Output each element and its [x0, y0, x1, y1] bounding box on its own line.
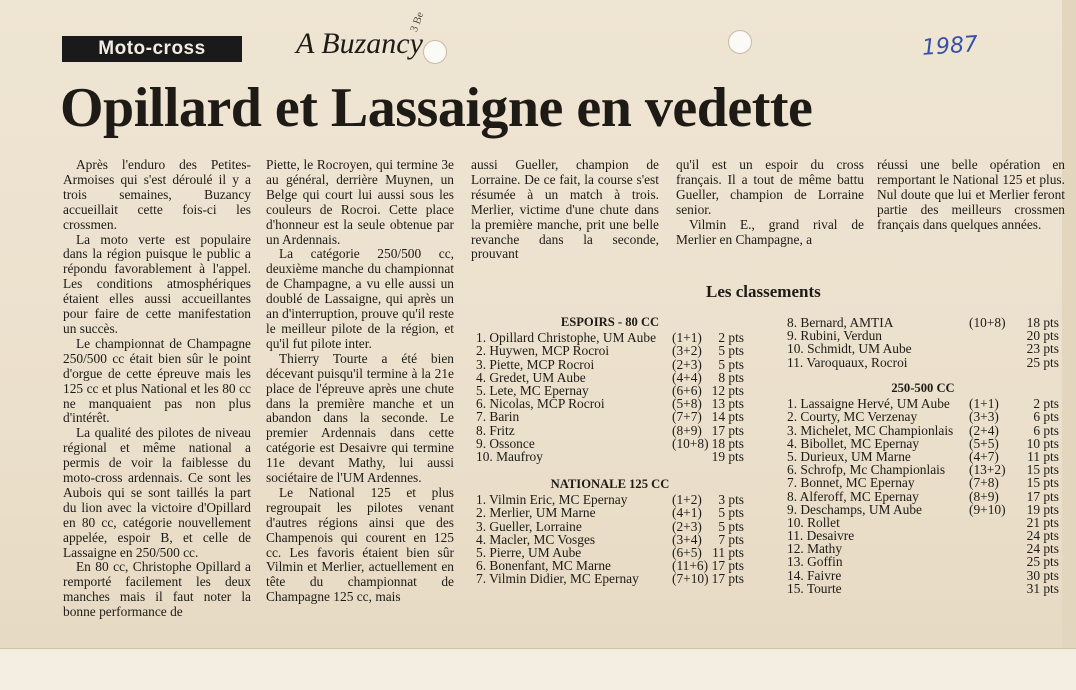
results-pts: 25 pts	[1026, 554, 1059, 570]
results-name: 14. Faivre	[787, 567, 842, 583]
paragraph: La catégorie 250/500 cc, deuxième manche du championnat de Champagne, a vu elle aussi un doublé de Lassaigne, qui après un an d'interruption, prouve qu'il reste le meilleur pilote de la région, et qu'il fut pilote inter.	[266, 246, 454, 351]
results-pts: 18 pts	[1026, 315, 1059, 330]
results-nationale	[476, 478, 744, 586]
results-row	[787, 555, 1059, 568]
results-heading: 250-500 CC	[891, 381, 955, 395]
results-name: 12. Mathy	[787, 541, 843, 557]
paper-edge-right	[1062, 0, 1076, 648]
results-row	[787, 476, 1059, 489]
headline: Opillard et Lassaigne en vedette	[60, 77, 813, 139]
results-name: 1. Lassaigne Hervé, UM Aube	[787, 396, 950, 412]
results-pts: 24 pts	[1026, 528, 1059, 544]
results-name: 2. Merlier, UM Marne	[476, 505, 596, 521]
results-score: (1+1)	[969, 396, 999, 412]
results-name: 4. Macler, MC Vosges	[476, 531, 596, 547]
results-score: (4+7)	[969, 448, 999, 464]
results-pts: 2 pts	[718, 330, 744, 346]
results-score: (8+9)	[969, 488, 999, 504]
results-row	[476, 533, 744, 546]
results-row	[476, 410, 744, 423]
results-row	[476, 358, 744, 371]
results-name: 10. Rollet	[787, 514, 840, 530]
paragraph: Vilmin E., grand rival de Merlier en Champagne, a	[676, 216, 864, 247]
punch-hole	[728, 30, 752, 54]
paper-edge	[0, 648, 1076, 690]
results-name: 8. Bernard, AMTIA	[787, 315, 894, 330]
results-score: (3+3)	[969, 409, 999, 425]
results-name: 7. Vilmin Didier, MC Epernay	[476, 571, 639, 587]
results-name: 3. Michelet, MC Championlais	[787, 422, 954, 438]
results-pts: 11 pts	[1027, 448, 1059, 464]
results-heading: NATIONALE 125 CC	[550, 477, 670, 491]
article-column-1	[63, 158, 251, 620]
results-score: (4+1)	[672, 505, 702, 521]
results-pts: 13 pts	[711, 396, 744, 412]
results-score: (6+6)	[672, 382, 702, 398]
results-name: 9. Deschamps, UM Aube	[787, 501, 923, 517]
results-espoirs	[476, 316, 744, 463]
results-row	[787, 410, 1059, 423]
results-score: (2+3)	[672, 356, 702, 372]
results-score: (7+8)	[969, 475, 999, 491]
paragraph: Le championnat de Champagne 250/500 cc était bien sûr le point d'orgue de cette épreuve mais les 125 cc et plus National et les 80 cc ne manquaient pas non plus d'intérêt.	[63, 335, 251, 426]
results-pts: 23 pts	[1026, 341, 1059, 357]
results-pts: 21 pts	[1026, 514, 1059, 530]
results-row	[476, 450, 744, 463]
results-pts: 12 pts	[711, 382, 744, 398]
results-pts: 17 pts	[711, 571, 744, 587]
results-name: 6. Schrofp, Mc Championlais	[787, 462, 946, 478]
paragraph: Le National 125 et plus regroupait les pilotes venant d'autres régions ainsi que des Champenois qui courent en 125 cc. Les favoris étaient bien sûr Vilmin et Merlier, actuellement en tête du championnat de Champagne 125 cc, mais	[266, 484, 454, 605]
results-score: (3+2)	[672, 343, 702, 359]
results-row	[476, 344, 744, 357]
results-name: 11. Varoquaux, Rocroi	[787, 354, 908, 370]
results-pts: 25 pts	[1026, 354, 1059, 370]
results-pts: 6 pts	[1033, 409, 1059, 425]
paragraph: Après l'enduro des Petites-Armoises qui s'est déroulé il y a trois semaines, Buzancy accueillait cette fois-ci les crossmen.	[63, 157, 251, 232]
article-column-5	[877, 158, 1065, 233]
results-row	[476, 572, 744, 585]
results-pts: 18 pts	[711, 435, 744, 451]
results-score: (1+1)	[672, 330, 702, 346]
results-pts: 31 pts	[1026, 580, 1059, 596]
results-pts: 20 pts	[1026, 328, 1059, 344]
results-pts: 8 pts	[718, 369, 744, 385]
results-score: (10+8)	[672, 435, 709, 451]
results-name: 10. Schmidt, UM Aube	[787, 341, 912, 357]
results-name: 5. Lete, MC Epernay	[476, 382, 589, 398]
results-name: 4. Gredet, UM Aube	[476, 369, 586, 385]
results-score: (5+5)	[969, 435, 999, 451]
section-label: Moto-cross	[62, 36, 242, 62]
results-name: 1. Opillard Christophe, UM Aube	[476, 330, 657, 346]
results-pts: 17 pts	[711, 422, 744, 438]
results-pts: 15 pts	[1026, 475, 1059, 491]
results-row	[787, 424, 1059, 437]
results-pts: 30 pts	[1026, 567, 1059, 583]
handwritten-year: 1987	[921, 32, 979, 61]
results-pts: 10 pts	[1026, 435, 1059, 451]
results-pts: 6 pts	[1033, 422, 1059, 438]
results-name: 3. Gueller, Lorraine	[476, 518, 582, 534]
results-score: (2+3)	[672, 518, 702, 534]
results-score: (8+9)	[672, 422, 702, 438]
results-pts: 5 pts	[718, 343, 744, 359]
results-pts: 3 pts	[718, 492, 744, 508]
results-row	[476, 424, 744, 437]
results-pts: 5 pts	[718, 518, 744, 534]
paragraph: En 80 cc, Christophe Opillard a remporté facilement les deux manches mais il faut noter la bonne performance de	[63, 559, 251, 620]
results-pts: 19 pts	[1026, 501, 1059, 517]
results-row	[787, 569, 1059, 582]
results-pts: 5 pts	[718, 356, 744, 372]
paragraph: réussi une belle opération en remportant le National 125 et plus. Nul doute que lui et Merlier feront partie des meilleurs crossmen français dans quelques années.	[877, 157, 1065, 232]
results-score: (10+8)	[969, 315, 1006, 330]
results-name: 8. Fritz	[476, 422, 515, 438]
results-row	[787, 342, 1059, 355]
results-score: (7+7)	[672, 409, 702, 425]
results-name: 13. Goffin	[787, 554, 843, 570]
results-score: (3+4)	[672, 531, 702, 547]
results-row	[787, 503, 1059, 516]
results-espoirs-continued	[787, 316, 1059, 369]
results-name: 2. Huywen, MCP Rocroi	[476, 343, 610, 359]
paragraph: La qualité des pilotes de niveau régional et même national a permis de voir la faiblesse du moto-cross ardennais. Ce sont les Aubois qui se sont taillés la part du lion avec la victoire d'Opillard en 80 cc, catégorie nouvellement appelée, espoir B, et celle de Lassaigne en 250/500 cc.	[63, 425, 251, 560]
results-name: 6. Bonenfant, MC Marne	[476, 558, 611, 574]
results-row	[476, 506, 744, 519]
results-score: (5+8)	[672, 396, 702, 412]
results-pts: 2 pts	[1033, 396, 1059, 412]
results-pts: 17 pts	[1026, 488, 1059, 504]
results-row	[476, 371, 744, 384]
results-pts: 5 pts	[718, 505, 744, 521]
results-score: (9+10)	[969, 501, 1006, 517]
paragraph: La moto verte est populaire dans la région puisque le public a répondu favorablement à l'appel. Les conditions atmosphériques étaient elles aussi accueillantes pour faire de cette manifestation un succès.	[63, 231, 251, 336]
stamp: 3 Be	[408, 10, 427, 34]
results-row	[787, 582, 1059, 595]
results-score: (1+2)	[672, 492, 702, 508]
results-score: (2+4)	[969, 422, 999, 438]
results-score: (4+4)	[672, 369, 702, 385]
results-pts: 11 pts	[712, 544, 744, 560]
results-name: 8. Alferoff, MC Epernay	[787, 488, 919, 504]
results-pts: 24 pts	[1026, 541, 1059, 557]
paragraph: qu'il est un espoir du cross français. Il a tout de même battu Gueller, champion de Lorraine senior.	[676, 157, 864, 217]
results-name: 9. Ossonce	[476, 435, 535, 451]
paragraph: Thierry Tourte a été bien décevant puisqu'il termine à la 21e place de l'épreuve après une chute dans la première manche et un abandon dans la seconde. Le premier Ardennais dans cette catégorie est Desaivre qui termine 11e devant Mathy, lui aussi sociétaire de l'UM Ardennes.	[266, 350, 454, 486]
results-name: 1. Vilmin Eric, MC Epernay	[476, 492, 628, 508]
results-score: (7+10)	[672, 571, 709, 587]
results-name: 3. Piette, MCP Rocroi	[476, 356, 595, 372]
results-name: 6. Nicolas, MCP Rocroi	[476, 396, 605, 412]
results-row	[787, 437, 1059, 450]
results-score: (11+6)	[672, 558, 709, 574]
results-name: 2. Courty, MC Verzenay	[787, 409, 918, 425]
results-pts: 7 pts	[718, 531, 744, 547]
results-name: 7. Bonnet, MC Epernay	[787, 475, 915, 491]
results-pts: 15 pts	[1026, 462, 1059, 478]
paragraph: Piette, le Rocroyen, qui termine 3e au général, derrière Muynen, un Belge qui court lui aussi sous les couleurs de Rocroi. Cette place d'honneur est la seule obtenue par un Ardennais.	[266, 157, 454, 247]
results-row	[476, 520, 744, 533]
results-row	[787, 356, 1059, 369]
results-name: 5. Durieux, UM Marne	[787, 448, 911, 464]
results-pts: 14 pts	[711, 409, 744, 425]
results-score: (13+2)	[969, 462, 1006, 478]
results-name: 5. Pierre, UM Aube	[476, 544, 582, 560]
results-row	[787, 490, 1059, 503]
results-pts: 19 pts	[711, 448, 744, 464]
results-name: 4. Bibollet, MC Epernay	[787, 435, 920, 451]
results-name: 7. Barin	[476, 409, 520, 425]
results-name: 10. Maufroy	[476, 448, 543, 464]
paragraph: aussi Gueller, champion de Lorraine. De ce fait, la course s'est résumée à un match à trois. Merlier, victime d'une chute dans la première manche, prit une belle revanche dans la seconde, prouvant	[471, 157, 659, 262]
results-250-500	[787, 382, 1059, 595]
punch-hole	[423, 40, 447, 64]
article-column-4	[676, 158, 864, 247]
results-heading: ESPOIRS - 80 CC	[560, 315, 660, 329]
results-name: 15. Tourte	[787, 580, 842, 596]
results-name: 9. Rubini, Verdun	[787, 328, 882, 344]
results-score: (6+5)	[672, 544, 702, 560]
kicker: A Buzancy	[296, 27, 423, 60]
results-pts: 17 pts	[711, 558, 744, 574]
results-title: Les classements	[706, 282, 821, 301]
article-column-2	[266, 158, 454, 605]
article-column-3	[471, 158, 659, 262]
results-name: 11. Desaivre	[787, 528, 855, 544]
results-row	[476, 437, 744, 450]
